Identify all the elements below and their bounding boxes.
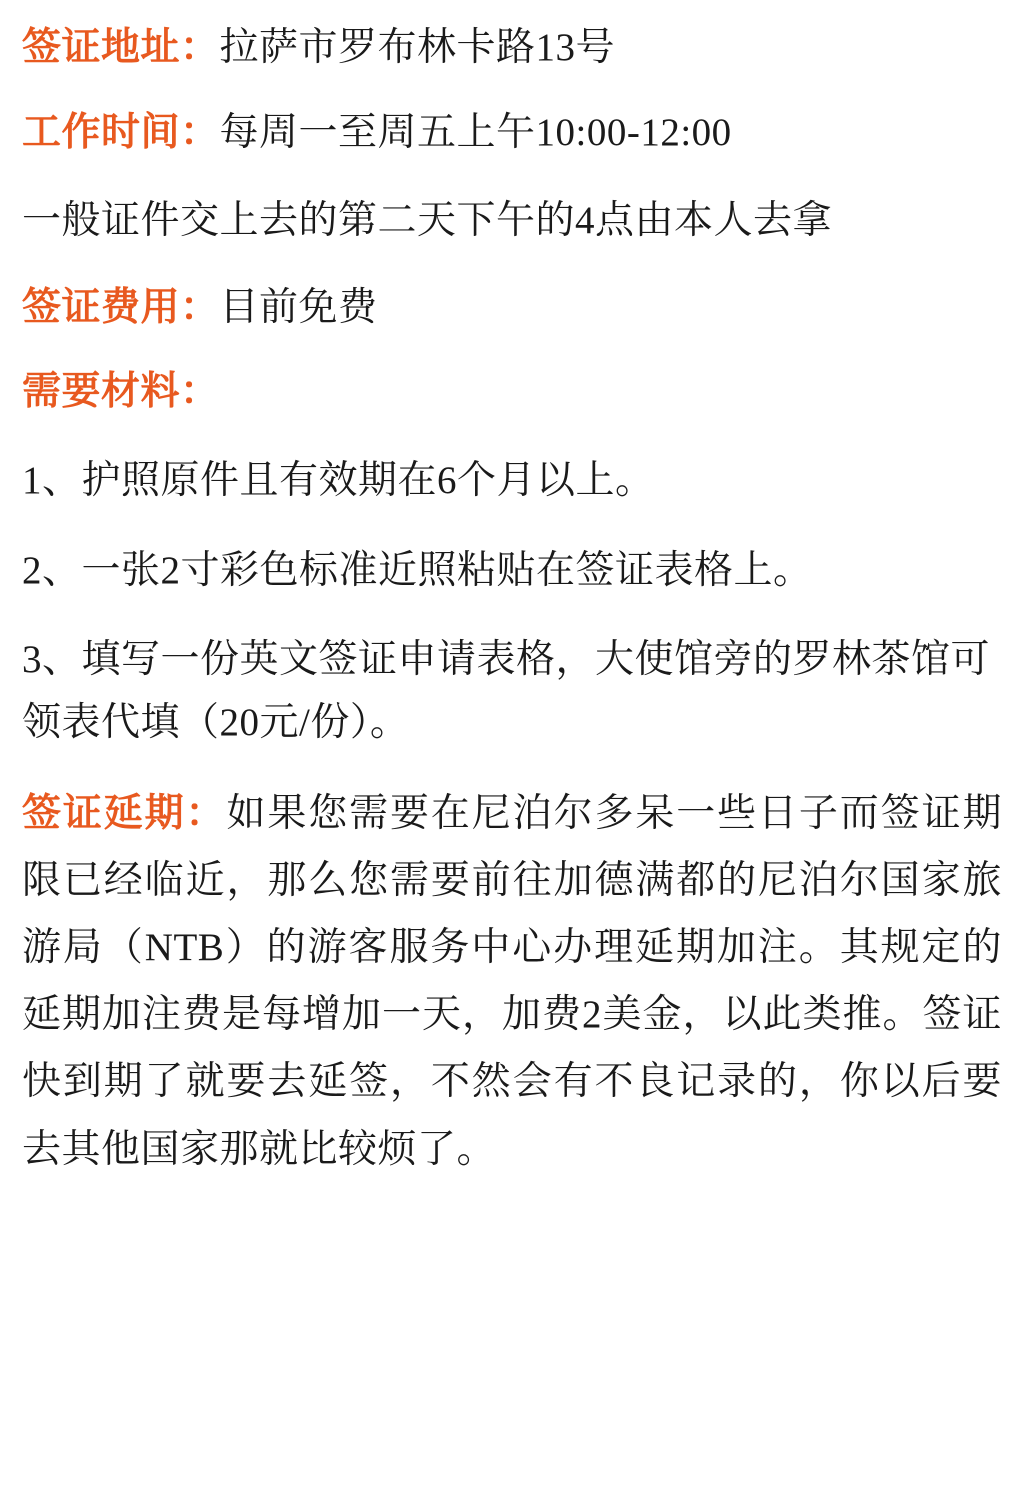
visa-fee-line <box>22 278 1002 337</box>
visa-extension-value: 如果您需要在尼泊尔多呆一些日子而签证期限已经临近，那么您需要前往加德满都的尼泊尔国家旅游局（NTB）的游客服务中心办理延期加注。其规定的延期加注费是每增加一天，加费2美金，以此类推。签证快到期了就要去延签，不然会有不良记录的，你以后要去其他国家那就比较烦了。 <box>22 792 1002 1171</box>
materials-heading: 需要材料： <box>22 369 220 413</box>
list-item: 1、护照原件且有效期在6个月以上。 <box>22 459 655 503</box>
working-hours-value: 每周一至周五上午10:00-12:00 <box>219 111 732 155</box>
pickup-note: 一般证件交上去的第二天下午的4点由本人去拿 <box>22 198 833 242</box>
visa-address-value: 拉萨市罗布林卡路13号 <box>219 26 616 69</box>
visa-address-line <box>22 18 1002 77</box>
list-item: 3、填写一份英文签证申请表格，大使馆旁的罗林茶馆可领表代填（20元/份）。 <box>22 637 991 744</box>
working-hours-line <box>22 103 1002 162</box>
working-hours-label: 工作时间： <box>22 111 220 155</box>
visa-extension-label: 签证延期： <box>22 792 227 836</box>
visa-fee-label: 签证费用： <box>22 285 220 329</box>
visa-extension-paragraph <box>22 780 1002 1182</box>
list-item: 2、一张2寸彩色标准近照粘贴在签证表格上。 <box>22 548 813 592</box>
visa-address-label: 签证地址： <box>22 26 220 69</box>
visa-fee-value: 目前免费 <box>219 285 378 329</box>
